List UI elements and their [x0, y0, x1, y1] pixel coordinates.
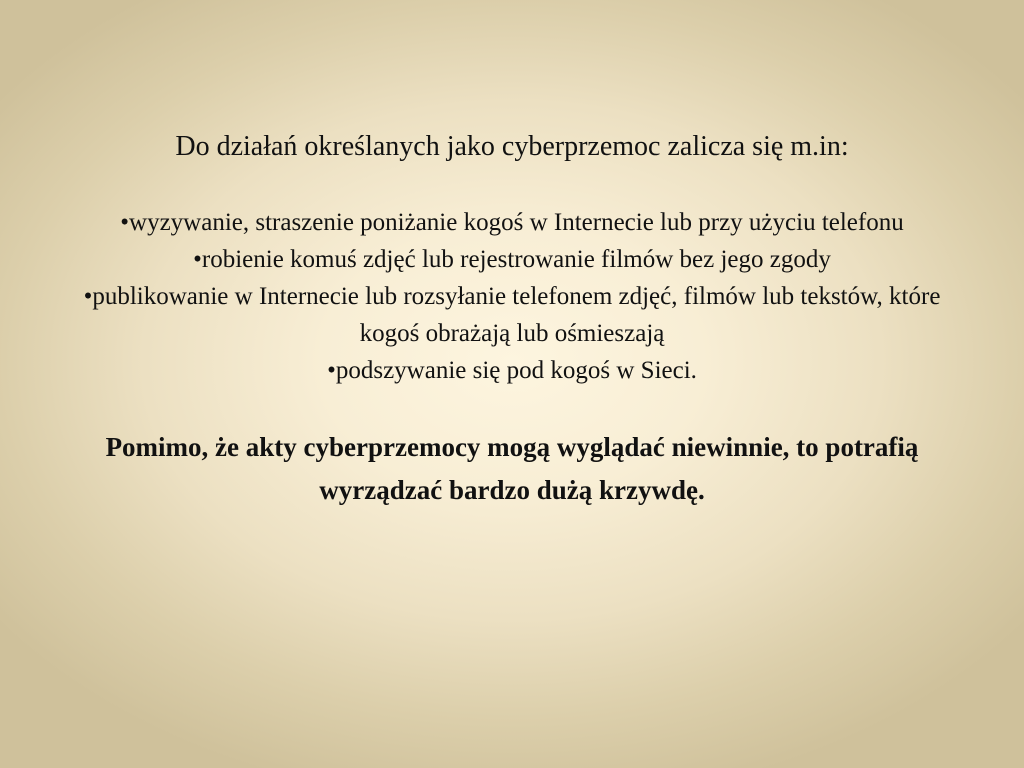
conclusion-text: Pomimo, że akty cyberprzemocy mogą wyglądać niewinnie, to potrafią wyrządzać bardzo dużą krzywdę.: [105, 432, 919, 505]
intro-text: Do działań określanych jako cyberprzemoc zalicza się m.in:: [175, 131, 849, 162]
bullet-item: •publikowanie w Internecie lub rozsyłanie telefonem zdjęć, filmów lub tekstów, które kogoś obrażają lub ośmieszają: [83, 283, 941, 347]
bullet-item: •robienie komuś zdjęć lub rejestrowanie filmów bez jego zgody: [193, 246, 831, 273]
bullet-item: •wyzywanie, straszenie poniżanie kogoś w Internecie lub przy użyciu telefonu: [120, 209, 904, 236]
slide-text-block: [60, 128, 964, 512]
bullet-list: [60, 204, 964, 389]
bullet-item: •podszywanie się pod kogoś w Sieci.: [327, 357, 697, 384]
